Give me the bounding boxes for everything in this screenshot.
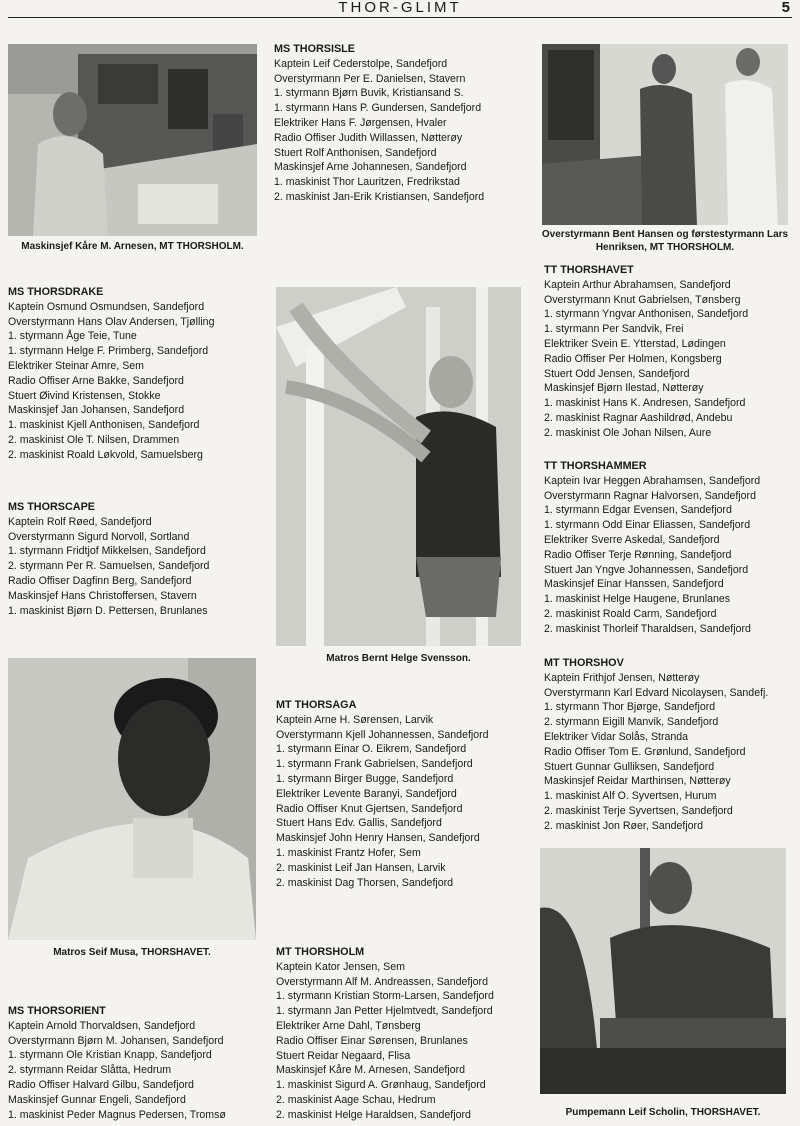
crew-line: 2. maskinist Roald Carm, Sandefjord bbox=[544, 607, 717, 620]
ship-block-thorshov bbox=[544, 656, 768, 834]
crew-line: 1. maskinist Frantz Hofer, Sem bbox=[276, 846, 421, 859]
crew-line: Maskinsjef Bjørn Ilestad, Nøtterøy bbox=[544, 382, 704, 395]
crew-line: Maskinsjef Gunnar Engeli, Sandefjord bbox=[8, 1093, 186, 1106]
crew-line: Overstyrmann Knut Gabrielsen, Tønsberg bbox=[544, 293, 741, 306]
crew-line: 1. styrmann Frank Gabrielsen, Sandefjord bbox=[276, 758, 473, 771]
crew-line: Overstyrmann Per E. Danielsen, Stavern bbox=[274, 72, 466, 85]
crew-line: 1. styrmann Per Sandvik, Frei bbox=[544, 323, 684, 336]
crew-line: Elektriker Steinar Amre, Sem bbox=[8, 359, 144, 372]
crew-line: 1. styrmann Åge Teie, Tune bbox=[8, 330, 137, 343]
crew-line: 1. styrmann Yngvar Anthonisen, Sandefjord bbox=[544, 308, 749, 321]
crew-line: 1. maskinist Sigurd A. Grønhaug, Sandefjord bbox=[276, 1079, 486, 1092]
crew-line: Elektriker Vidar Solås, Stranda bbox=[544, 730, 689, 743]
photo-matros-svensson bbox=[276, 287, 521, 646]
crew-line: 2. maskinist Aage Schau, Hedrum bbox=[276, 1093, 436, 1106]
crew-line: Overstyrmann Kjell Johannessen, Sandefjord bbox=[276, 728, 489, 741]
crew-line: 1. maskinist Kjell Anthonisen, Sandefjord bbox=[8, 419, 200, 432]
crew-line: Radio Offiser Terje Rønning, Sandefjord bbox=[544, 548, 732, 561]
crew-line: Elektriker Svein E. Ytterstad, Lødingen bbox=[544, 337, 726, 350]
caption-pumpemann: Pumpemann Leif Scholin, THORSHAVET. bbox=[565, 1107, 761, 1118]
crew-line: Kaptein Leif Cederstolpe, Sandefjord bbox=[274, 57, 448, 70]
ship-block-thorshavet bbox=[544, 263, 748, 441]
ship-name: TT THORSHAVET bbox=[544, 264, 634, 276]
crew-line: Overstyrmann Bjørn M. Johansen, Sandefjord bbox=[8, 1034, 224, 1047]
crew-line: 1. maskinist Helge Haugene, Brunlanes bbox=[544, 593, 731, 606]
caption-matros-musa: Matros Seif Musa, THORSHAVET. bbox=[53, 947, 211, 958]
crew-line: 1. styrmann Thor Bjørge, Sandefjord bbox=[544, 701, 716, 714]
crew-line: 1. styrmann Birger Bugge, Sandefjord bbox=[276, 772, 454, 785]
crew-line: 2. maskinist Ole T. Nilsen, Drammen bbox=[8, 433, 180, 446]
crew-line: Radio Offiser Arne Bakke, Sandefjord bbox=[8, 374, 184, 387]
crew-line: 2. maskinist Jon Røer, Sandefjord bbox=[544, 819, 703, 832]
crew-line: Maskinsjef Arne Johannesen, Sandefjord bbox=[274, 161, 467, 174]
crew-line: Elektriker Hans F. Jørgensen, Hvaler bbox=[274, 116, 447, 129]
crew-line: 1. styrmann Odd Einar Eliassen, Sandefjord bbox=[544, 519, 751, 532]
crew-line: 1. styrmann Jan Petter Hjelmtvedt, Sandefjord bbox=[276, 1005, 493, 1018]
crew-line: Kaptein Osmund Osmundsen, Sandefjord bbox=[8, 300, 205, 313]
crew-line: 2. styrmann Per R. Samuelsen, Sandefjord bbox=[8, 560, 210, 573]
ship-block-thorsisle bbox=[274, 42, 484, 205]
crew-line: Elektriker Levente Baranyi, Sandefjord bbox=[276, 787, 457, 800]
crew-line: 2. styrmann Reidar Slåtta, Hedrum bbox=[8, 1064, 172, 1077]
crew-line: 2. styrmann Eigill Manvik, Sandefjord bbox=[544, 716, 719, 729]
crew-line: Stuert Øivind Kristensen, Stokke bbox=[8, 389, 161, 402]
ship-block-thorsaga bbox=[276, 698, 489, 890]
crew-line: 1. maskinist Alf O. Syvertsen, Hurum bbox=[544, 790, 717, 803]
ship-name: MS THORSCAPE bbox=[8, 501, 95, 513]
crew-line: Maskinsjef Jan Johansen, Sandefjord bbox=[8, 404, 185, 417]
ship-block-thorsdrake bbox=[8, 285, 214, 463]
crew-line: Radio Offiser Judith Willassen, Nøtterøy bbox=[274, 131, 463, 144]
crew-line: 2. maskinist Ragnar Aashildrød, Andebu bbox=[544, 411, 733, 424]
caption-two-officers: Overstyrmann Bent Hansen og førstestyrmann Lars Henriksen, MT THORSHOLM. bbox=[541, 229, 789, 253]
photo-matros-musa bbox=[8, 658, 256, 940]
header-rule bbox=[8, 17, 792, 18]
publication-title: THOR-GLIMT bbox=[332, 0, 467, 16]
ship-block-thorsorient bbox=[8, 1004, 226, 1122]
ship-name: TT THORSHAMMER bbox=[544, 460, 647, 472]
crew-line: Maskinsjef Kåre M. Arnesen, Sandefjord bbox=[276, 1064, 466, 1077]
crew-line: Stuert Odd Jensen, Sandefjord bbox=[544, 367, 690, 380]
crew-line: 2. maskinist Dag Thorsen, Sandefjord bbox=[276, 876, 454, 889]
crew-line: Kaptein Rolf Røed, Sandefjord bbox=[8, 515, 152, 528]
ship-name: MS THORSORIENT bbox=[8, 1005, 106, 1017]
ship-name: MS THORSISLE bbox=[274, 43, 355, 55]
crew-line: Elektriker Arne Dahl, Tønsberg bbox=[276, 1019, 421, 1032]
page-header bbox=[0, 0, 800, 22]
crew-line: 1. styrmann Ole Kristian Knapp, Sandefjord bbox=[8, 1049, 212, 1062]
crew-line: Stuert Reidar Negaard, Flisa bbox=[276, 1049, 411, 1062]
photo-pumpemann bbox=[540, 848, 786, 1094]
crew-line: Overstyrmann Hans Olav Andersen, Tjølling bbox=[8, 315, 215, 328]
crew-line: Kaptein Frithjof Jensen, Nøtterøy bbox=[544, 671, 700, 684]
crew-line: 1. styrmann Edgar Evensen, Sandefjord bbox=[544, 504, 732, 517]
crew-line: 2. maskinist Ole Johan Nilsen, Aure bbox=[544, 426, 712, 439]
crew-line: Overstyrmann Sigurd Norvoll, Sortland bbox=[8, 530, 190, 543]
crew-line: Radio Offiser Knut Gjertsen, Sandefjord bbox=[276, 802, 463, 815]
crew-line: 1. styrmann Bjørn Buvik, Kristiansand S. bbox=[274, 87, 464, 100]
crew-line: Overstyrmann Karl Edvard Nicolaysen, Sandefj. bbox=[544, 686, 769, 699]
crew-line: 1. maskinist Bjørn D. Pettersen, Brunlanes bbox=[8, 604, 208, 617]
ship-name: MT THORSHOLM bbox=[276, 946, 365, 958]
crew-line: Maskinsjef Reidar Marthinsen, Nøtterøy bbox=[544, 775, 731, 788]
crew-line: 1. maskinist Peder Magnus Pedersen, Tromsø bbox=[8, 1108, 226, 1121]
crew-line: Kaptein Ivar Heggen Abrahamsen, Sandefjord bbox=[544, 474, 761, 487]
ship-block-thorsholm bbox=[276, 945, 494, 1123]
crew-line: Radio Offiser Dagfinn Berg, Sandefjord bbox=[8, 574, 192, 587]
crew-line: 1. styrmann Helge F. Primberg, Sandefjord bbox=[8, 345, 209, 358]
crew-line: 2. maskinist Leif Jan Hansen, Larvik bbox=[276, 861, 446, 874]
crew-line: Maskinsjef Einar Hanssen, Sandefjord bbox=[544, 578, 724, 591]
crew-line: 1. maskinist Hans K. Andresen, Sandefjord bbox=[544, 397, 746, 410]
crew-line: 1. styrmann Hans P. Gundersen, Sandefjord bbox=[274, 102, 482, 115]
crew-line: 2. maskinist Jan-Erik Kristiansen, Sandefjord bbox=[274, 190, 485, 203]
crew-line: Stuert Jan Yngve Johannessen, Sandefjord bbox=[544, 563, 749, 576]
crew-line: 1. maskinist Thor Lauritzen, Fredrikstad bbox=[274, 176, 460, 189]
crew-line: Radio Offiser Tom E. Grønlund, Sandefjord bbox=[544, 745, 746, 758]
crew-line: Stuert Hans Edv. Gallis, Sandefjord bbox=[276, 817, 442, 830]
crew-line: Radio Offiser Einar Sørensen, Brunlanes bbox=[276, 1034, 468, 1047]
crew-line: Overstyrmann Alf M. Andreassen, Sandefjord bbox=[276, 975, 488, 988]
crew-line: Elektriker Sverre Askedal, Sandefjord bbox=[544, 533, 720, 546]
ship-name: MT THORSAGA bbox=[276, 699, 357, 711]
caption-matros-svensson: Matros Bernt Helge Svensson. bbox=[326, 653, 471, 664]
crew-line: Overstyrmann Ragnar Halvorsen, Sandefjord bbox=[544, 489, 756, 502]
crew-line: 2. maskinist Thorleif Tharaldsen, Sandefjord bbox=[544, 622, 751, 635]
crew-line: Kaptein Arthur Abrahamsen, Sandefjord bbox=[544, 278, 731, 291]
photo-two-officers bbox=[542, 44, 788, 225]
crew-line: Maskinsjef John Henry Hansen, Sandefjord bbox=[276, 832, 480, 845]
crew-line: Maskinsjef Hans Christoffersen, Stavern bbox=[8, 589, 197, 602]
crew-line: Stuert Gunnar Gulliksen, Sandefjord bbox=[544, 760, 715, 773]
ship-name: MT THORSHOV bbox=[544, 657, 624, 669]
caption-control-room: Maskinsjef Kåre M. Arnesen, MT THORSHOLM. bbox=[21, 241, 244, 252]
crew-line: 1. styrmann Einar O. Eikrem, Sandefjord bbox=[276, 743, 467, 756]
crew-line: 1. styrmann Kristian Storm-Larsen, Sandefjord bbox=[276, 990, 494, 1003]
crew-line: Stuert Rolf Anthonisen, Sandefjord bbox=[274, 146, 437, 159]
crew-line: Kaptein Kator Jensen, Sem bbox=[276, 960, 405, 973]
crew-line: Radio Offiser Per Holmen, Kongsberg bbox=[544, 352, 722, 365]
crew-line: 2. maskinist Roald Løkvold, Samuelsberg bbox=[8, 448, 203, 461]
crew-line: Radio Offiser Halvard Gilbu, Sandefjord bbox=[8, 1078, 194, 1091]
crew-line: 2. maskinist Helge Haraldsen, Sandefjord bbox=[276, 1108, 471, 1121]
ship-block-thorshammer bbox=[544, 459, 760, 637]
crew-line: Kaptein Arnold Thorvaldsen, Sandefjord bbox=[8, 1019, 196, 1032]
ship-name: MS THORSDRAKE bbox=[8, 286, 104, 298]
photo-control-room bbox=[8, 44, 257, 236]
crew-line: 1. styrmann Fridtjof Mikkelsen, Sandefjord bbox=[8, 545, 206, 558]
ship-block-thorscape bbox=[8, 500, 209, 618]
crew-line: Kaptein Arne H. Sørensen, Larvik bbox=[276, 713, 434, 726]
crew-line: 2. maskinist Terje Syvertsen, Sandefjord bbox=[544, 804, 733, 817]
page-number: 5 bbox=[778, 0, 790, 16]
